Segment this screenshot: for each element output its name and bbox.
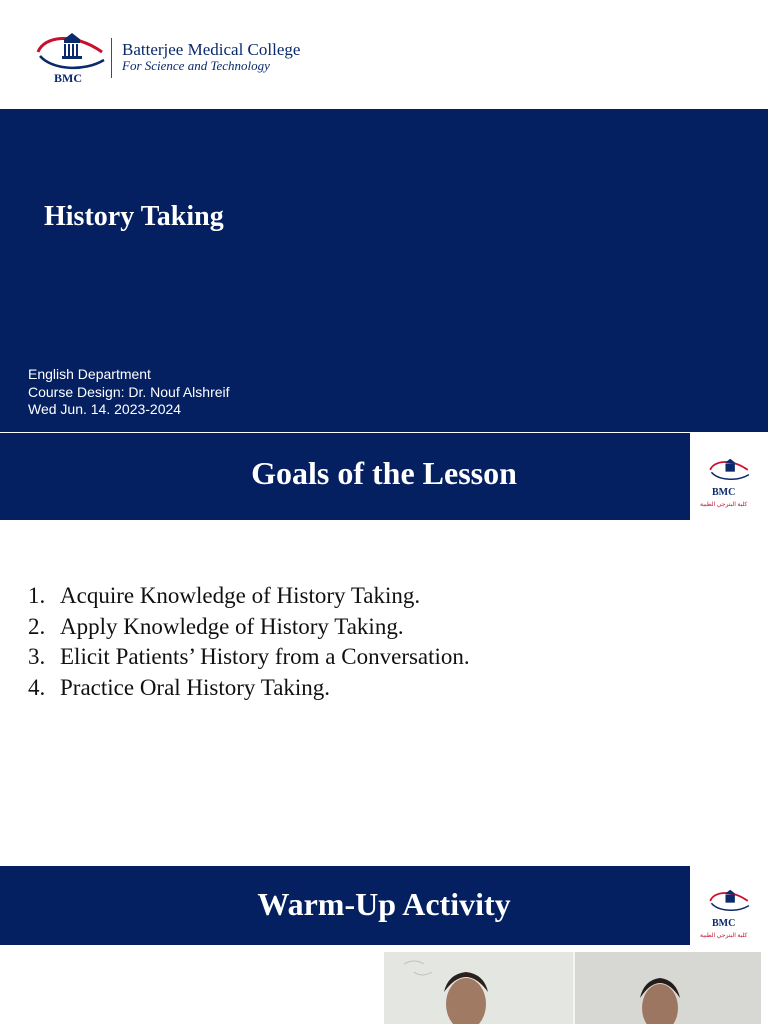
side-logo-abbr: BMC [712,918,736,929]
bmc-emblem-icon [698,457,760,491]
side-logo-arabic: كلية البترجي الطبية [700,933,748,939]
goals-title: Goals of the Lesson [251,455,517,491]
side-logo [694,888,764,948]
two-people-photo-illustration [384,952,761,1024]
side-logo-abbr: BMC [712,487,736,498]
bmc-emblem-icon [698,888,760,922]
college-name: Batterjee Medical College [122,40,301,59]
slide-title: History Taking [44,201,224,232]
date-text: Wed Jun. 14. 2023-2024 [28,401,182,417]
college-tagline: For Science and Technology [122,58,270,73]
side-logo-arabic: كلية البترجي الطبية [700,502,748,508]
logo-abbreviation: BMC [54,71,82,85]
goals-list [28,581,470,704]
goal-item: 1. Acquire Knowledge of History Taking. [28,583,421,608]
college-logo [34,30,324,88]
side-logo [694,457,764,517]
warmup-photo [384,952,761,1024]
warmup-title: Warm-Up Activity [257,886,511,922]
goal-item: 3. Elicit Patients’ History from a Conversation. [28,644,470,670]
logo-divider [111,38,112,78]
slide-meta [28,366,230,419]
course-design-text: Course Design: Dr. Nouf Alshreif [28,383,230,400]
goal-item: 2. Apply Knowledge of History Taking. [28,613,404,639]
department-text: English Department [28,366,151,382]
goal-item: 4. Practice Oral History Taking. [28,675,331,701]
